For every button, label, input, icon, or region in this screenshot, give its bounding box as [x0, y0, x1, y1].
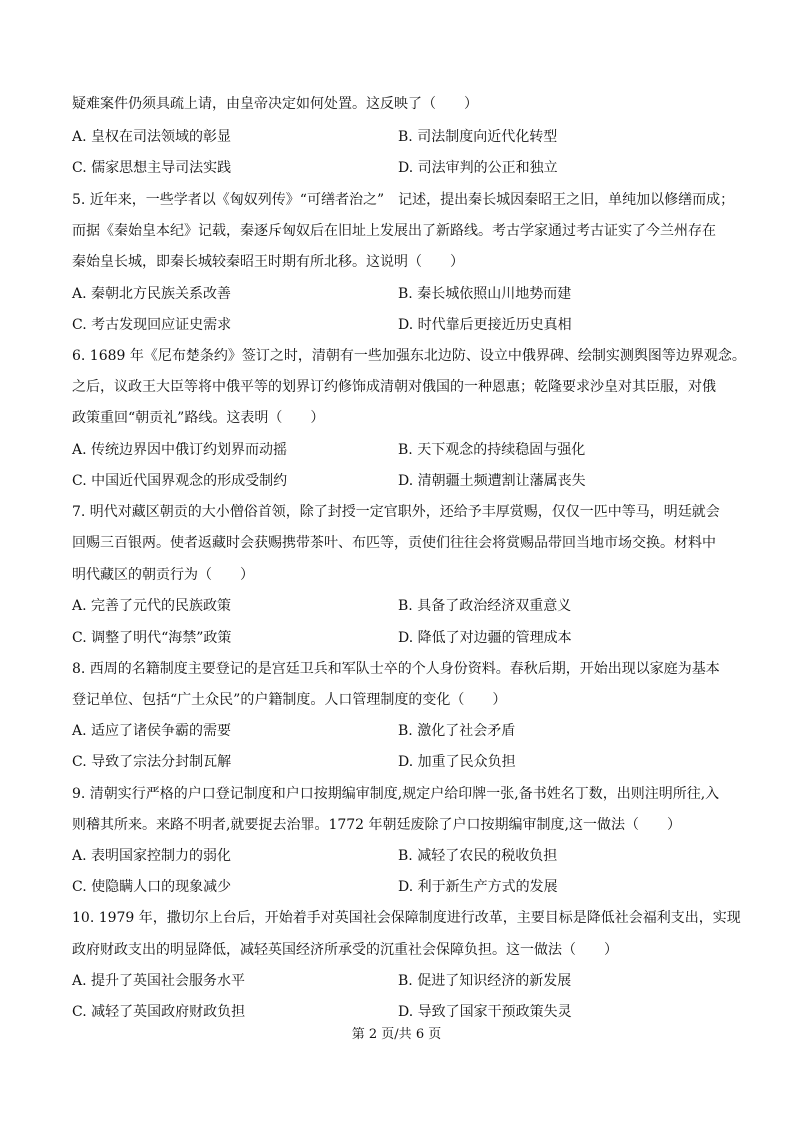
- question-9-option-a: A. 表明国家控制力的弱化: [72, 848, 232, 864]
- question-7-text-line: 明代藏区的朝贡行为（ ）: [72, 567, 254, 583]
- question-7-text-line: 回赐三百银两。使者返藏时会获赐携带茶叶、布匹等，贡使们往往会将赏赐品带回当地市场交换。材料中: [72, 535, 716, 551]
- question-4-option-d: D. 司法审判的公正和独立: [398, 160, 558, 176]
- question-9-text-line: 则稽其所来。来路不明者,就要捉去治罪。1772 年朝廷废除了户口按期编审制度,这一做法（ ）: [72, 817, 681, 833]
- question-10-option-b: B. 促进了知识经济的新发展: [398, 973, 572, 989]
- question-7-option-c: C. 调整了明代“海禁”政策: [72, 630, 232, 646]
- question-5-text-line: 而据《秦始皇本纪》记载，秦逐斥匈奴后在旧址上发展出了新路线。考古学家通过考古证实了今兰州存在: [72, 223, 716, 239]
- question-6-option-a: A. 传统边界因中俄订约划界而动摇: [72, 442, 288, 458]
- question-8-text-line: 8. 西周的名籍制度主要登记的是宫廷卫兵和军队士卒的个人身份资料。春秋后期，开始出现以家庭为基本: [72, 661, 720, 677]
- question-6-option-b: B. 天下观念的持续稳固与强化: [398, 442, 586, 458]
- question-10-option-d: D. 导致了国家干预政策失灵: [398, 1004, 572, 1020]
- question-8-option-c: C. 导致了宗法分封制瓦解: [72, 754, 232, 770]
- question-9-option-d: D. 利于新生产方式的发展: [398, 879, 558, 895]
- question-10-text-line: 10. 1979 年，撒切尔上台后，开始着手对英国社会保障制度进行改革，主要目标是降低社会福利支出，实现: [72, 910, 741, 926]
- question-7-option-a: A. 完善了元代的民族政策: [72, 598, 232, 614]
- question-7-option-d: D. 降低了对边疆的管理成本: [398, 630, 572, 646]
- question-9-option-c: C. 使隐瞒人口的现象减少: [72, 879, 232, 895]
- question-4-option-b: B. 司法制度向近代化转型: [398, 129, 558, 145]
- question-5-text-line: 5. 近年来，一些学者以《匈奴列传》“可缮者治之” 记述，提出秦长城因秦昭王之旧，单纯加以修缮而成；: [72, 192, 735, 208]
- question-5-option-b: B. 秦长城依照山川地势而建: [398, 286, 572, 302]
- question-7-option-b: B. 具备了政治经济双重意义: [398, 598, 572, 614]
- question-10-option-a: A. 提升了英国社会服务水平: [72, 973, 246, 989]
- question-6-option-c: C. 中国近代国界观念的形成受制约: [72, 473, 288, 489]
- question-5-text-line: 秦始皇长城，即秦长城较秦昭王时期有所北移。这说明（ ）: [72, 254, 464, 270]
- question-8-option-a: A. 适应了诸侯争霸的需要: [72, 723, 232, 739]
- question-4-option-a: A. 皇权在司法领域的彰显: [72, 129, 232, 145]
- page-number: 第 2 页/共 6 页: [351, 1027, 442, 1042]
- question-10-text-line: 政府财政支出的明显降低，减轻英国经济所承受的沉重社会保障负担。这一做法（ ）: [72, 942, 618, 958]
- question-6-text-line: 6. 1689 年《尼布楚条约》签订之时，清朝有一些加强东北边防、设立中俄界碑、绘制实测舆图等边界观念。: [72, 348, 746, 364]
- question-5-option-c: C. 考古发现回应证史需求: [72, 317, 232, 333]
- question-9-option-b: B. 减轻了农民的税收负担: [398, 848, 558, 864]
- question-6-option-d: D. 清朝疆土频遭割让藩属丧失: [398, 473, 586, 489]
- question-8-option-b: B. 激化了社会矛盾: [398, 723, 516, 739]
- question-5-option-d: D. 时代靠后更接近历史真相: [398, 317, 572, 333]
- question-7-text-line: 7. 明代对藏区朝贡的大小僧俗首领，除了封授一定官职外，还给予丰厚赏赐，仅仅一匹中等马，明廷就会: [72, 504, 720, 520]
- question-10-option-c: C. 减轻了英国政府财政负担: [72, 1004, 246, 1020]
- question-6-text-line: 政策重回“朝贡礼”路线。这表明（ ）: [72, 410, 325, 426]
- question-5-option-a: A. 秦朝北方民族关系改善: [72, 286, 232, 302]
- question-8-text-line: 登记单位、包括“广土众民”的户籍制度。人口管理制度的变化（ ）: [72, 692, 507, 708]
- question-8-option-d: D. 加重了民众负担: [398, 754, 516, 770]
- question-6-text-line: 之后，议政王大臣等将中俄平等的划界订约修饰成清朝对俄国的一种恩惠；乾隆要求沙皇对其臣服，对俄: [72, 379, 716, 395]
- question-9-text-line: 9. 清朝实行严格的户口登记制度和户口按期编审制度,规定户给印牌一张,备书姓名丁数，出则注明所往,入: [72, 786, 720, 802]
- question-4-option-c: C. 儒家思想主导司法实践: [72, 160, 232, 176]
- question-4-text-line: 疑难案件仍须具疏上请，由皇帝决定如何处置。这反映了（ ）: [72, 96, 478, 112]
